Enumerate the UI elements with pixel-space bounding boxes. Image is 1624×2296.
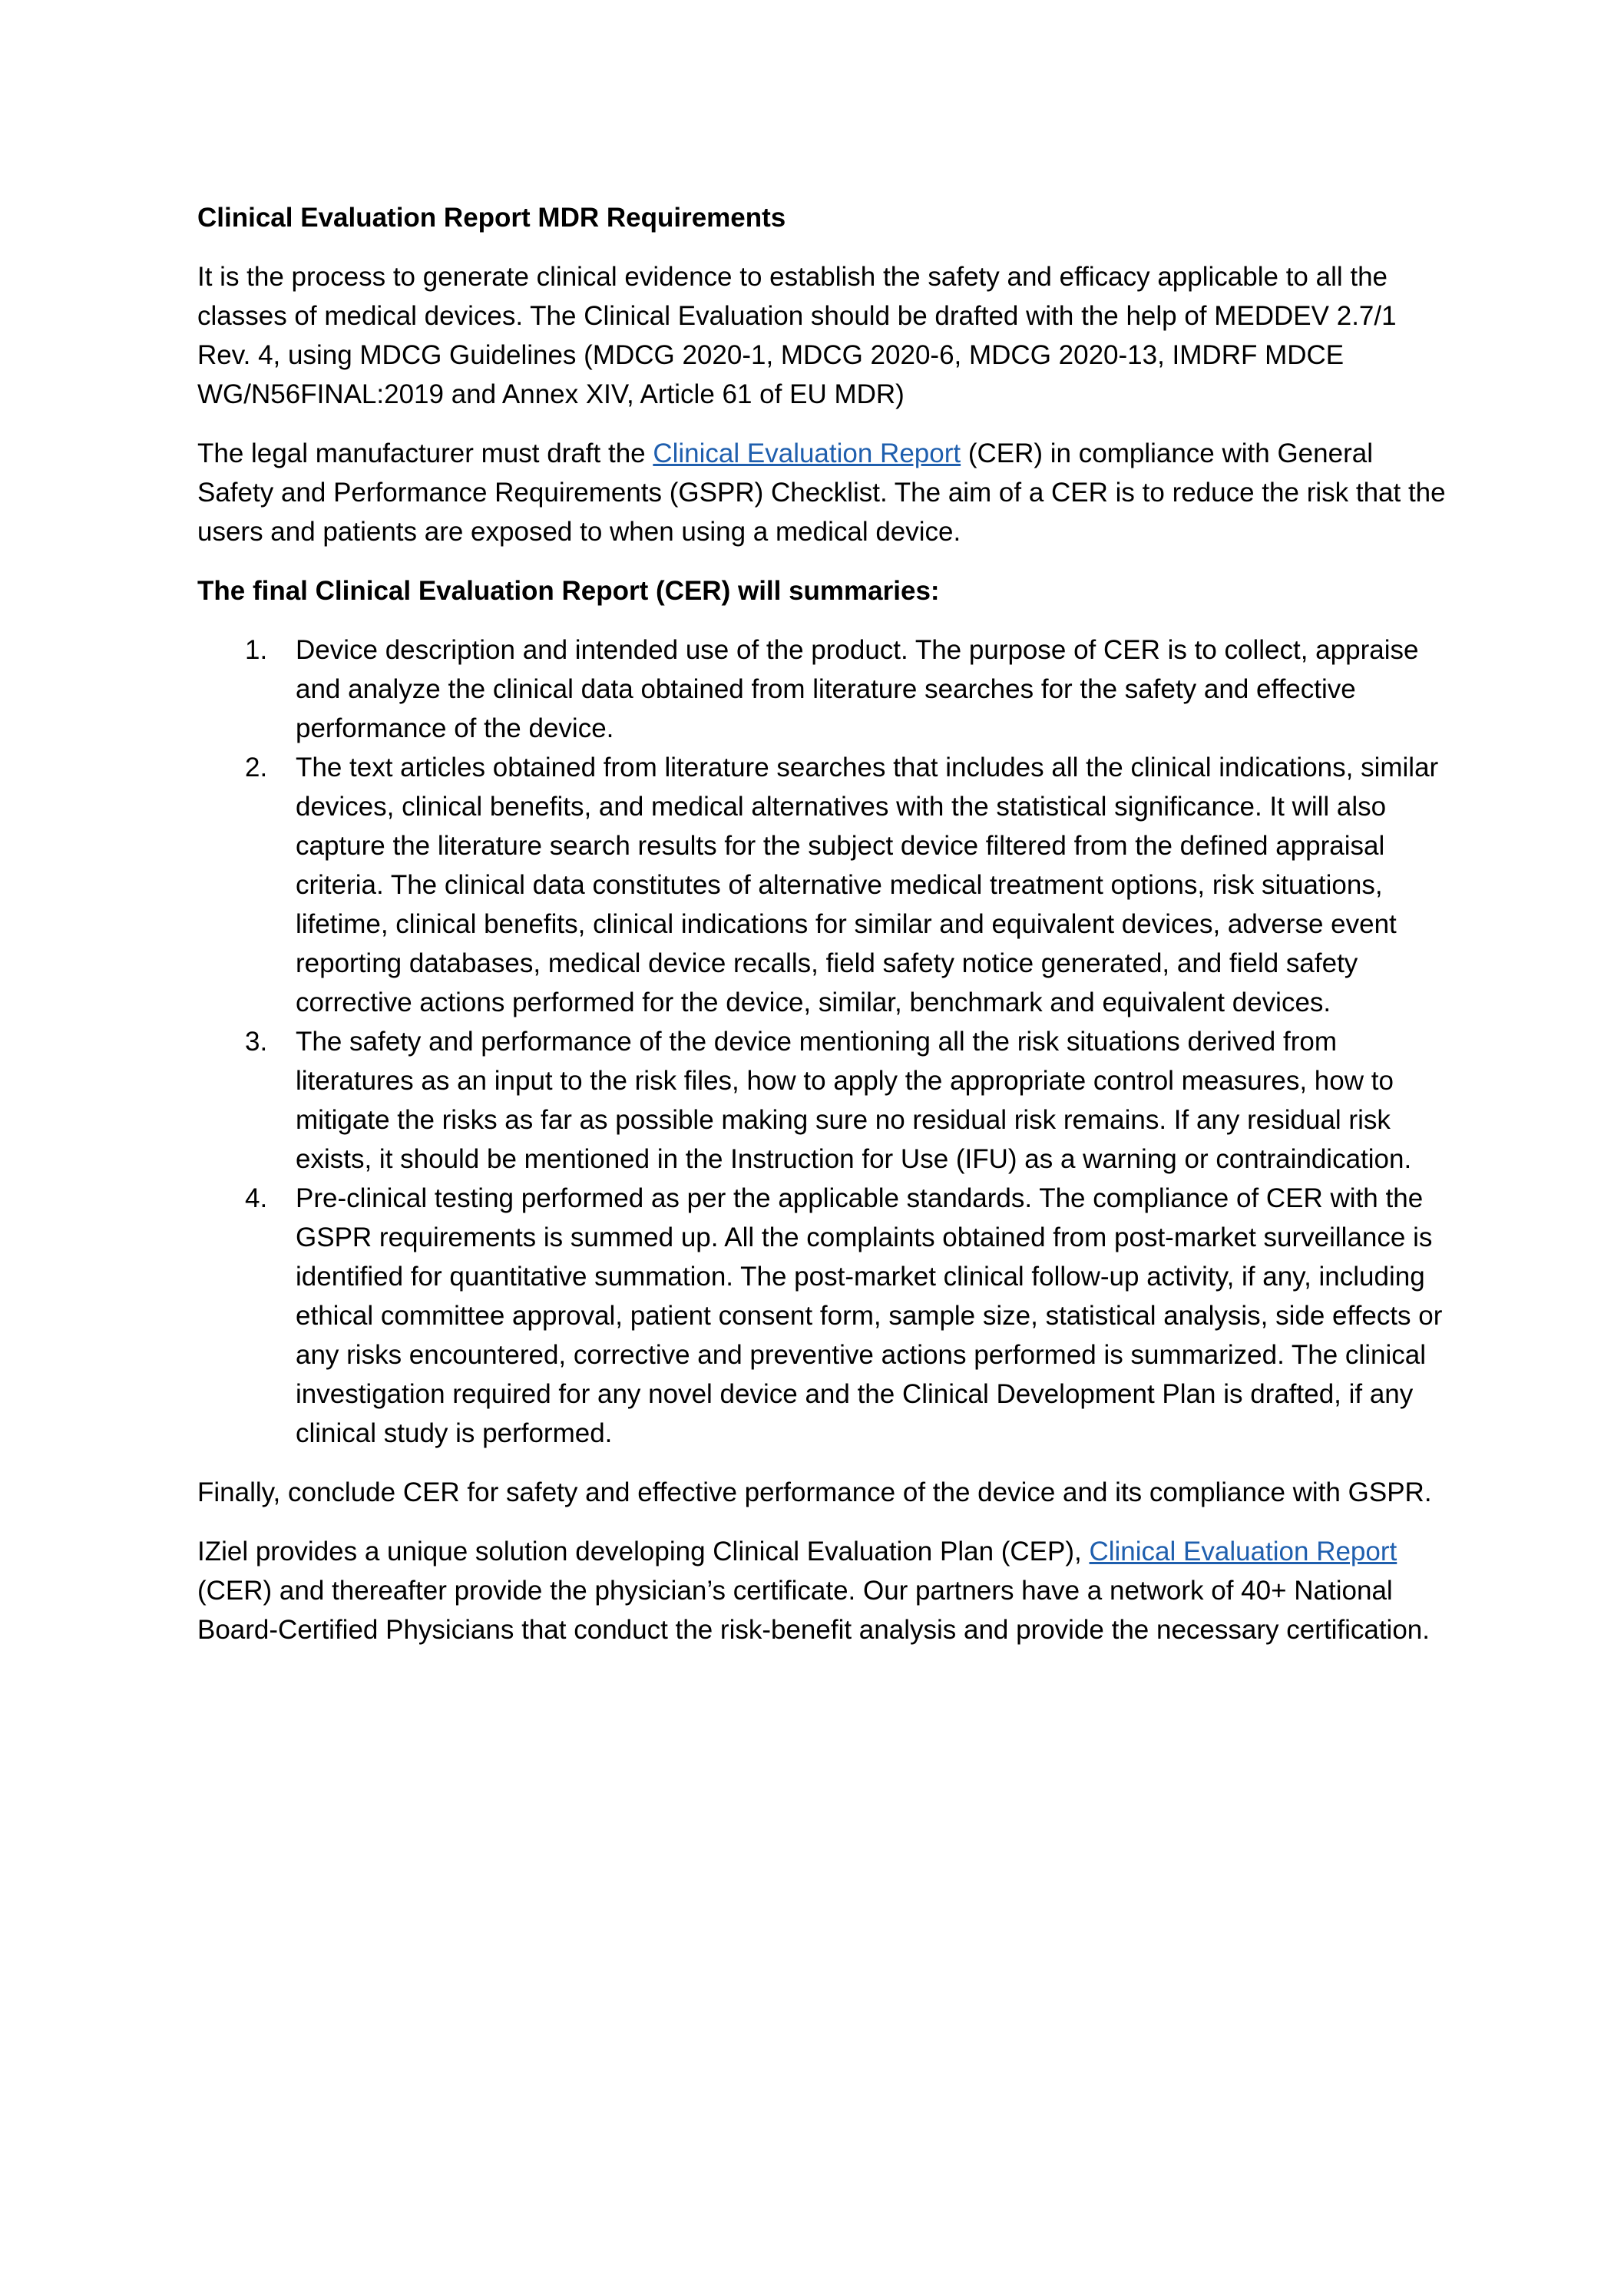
document-body (197, 198, 1449, 1669)
list-item (197, 630, 1449, 748)
paragraph-text: (CER) and thereafter provide the physician’s certificate. Our partners have a network of 40+ National Board-Certified Physicians that conduct the risk-benefit analysis and provide the necessary certification. (197, 1576, 1430, 1645)
paragraph-text: (CER) in compliance with General Safety and Performance Requirements (GSPR) Checklist. The aim of a CER is to reduce the risk that the users and patients are exposed to when using a medical device. (197, 438, 1446, 547)
list-item-text: The text articles obtained from literature searches that includes all the clinical indications, similar devices, clinical benefits, and medical alternatives with the statistical significance. It will also capture the literature search results for the subject device filtered from the defined appraisal criteria. The clinical data constitutes of alternative medical treatment options, risk situations, lifetime, clinical benefits, clinical indications for similar and equivalent devices, adverse event reporting databases, medical device recalls, field safety notice generated, and field safety corrective actions performed for the device, similar, benchmark and equivalent devices. (296, 753, 1439, 1017)
intro-paragraph: It is the process to generate clinical evidence to establish the safety and efficacy applicable to all the classes of medical devices. The Clinical Evaluation should be drafted with the help of MEDDEV 2.7/1 Rev. 4, using MDCG Guidelines (MDCG 2020-1, MDCG 2020-6, MDCG 2020-13, IMDRF MDCE WG/N56FINAL:2019 and Annex XIV, Article 61 of EU MDR) (197, 262, 1397, 409)
clinical-evaluation-report-link[interactable]: Clinical Evaluation Report (1089, 1537, 1397, 1567)
list-item-number: 4. (245, 1183, 268, 1213)
list-item-text: The safety and performance of the device mentioning all the risk situations derived from literatures as an input to the risk files, how to apply the appropriate control measures, how to mitigate the risks as far as possible making sure no residual risk remains. If any residual risk exists, it should be mentioned in the Instruction for Use (IFU) as a warning or contraindication. (296, 1027, 1412, 1174)
list-item-number: 2. (245, 753, 268, 782)
paragraph-text: The legal manufacturer must draft the (197, 438, 653, 468)
cer-compliance-paragraph (197, 434, 1449, 551)
paragraph-text: IZiel provides a unique solution developing Clinical Evaluation Plan (CEP), (197, 1537, 1090, 1567)
page-title: Clinical Evaluation Report MDR Requirements (197, 203, 786, 233)
conclusion-paragraph: Finally, conclude CER for safety and effective performance of the device and its compliance with GSPR. (197, 1477, 1432, 1507)
summary-heading: The final Clinical Evaluation Report (CER) will summaries: (197, 576, 940, 606)
list-item-text: Pre-clinical testing performed as per the applicable standards. The compliance of CER with the GSPR requirements is summed up. All the complaints obtained from post-market surveillance is identified for quantitative summation. The post-market clinical follow-up activity, if any, including ethical committee approval, patient consent form, sample size, statistical analysis, side effects or any risks encountered, corrective and preventive actions performed is summarized. The clinical investigation required for any novel device and the Clinical Development Plan is drafted, if any clinical study is performed. (296, 1183, 1443, 1448)
list-item-number: 3. (245, 1027, 268, 1057)
list-item-number: 1. (245, 635, 268, 665)
closing-paragraph (197, 1532, 1449, 1649)
list-item (197, 748, 1449, 1022)
list-item (197, 1022, 1449, 1179)
summary-list (197, 630, 1449, 1453)
list-item-text: Device description and intended use of the product. The purpose of CER is to collect, appraise and analyze the clinical data obtained from literature searches for the safety and effective performance of the device. (296, 635, 1419, 743)
clinical-evaluation-report-link[interactable]: Clinical Evaluation Report (653, 438, 961, 468)
list-item (197, 1179, 1449, 1453)
